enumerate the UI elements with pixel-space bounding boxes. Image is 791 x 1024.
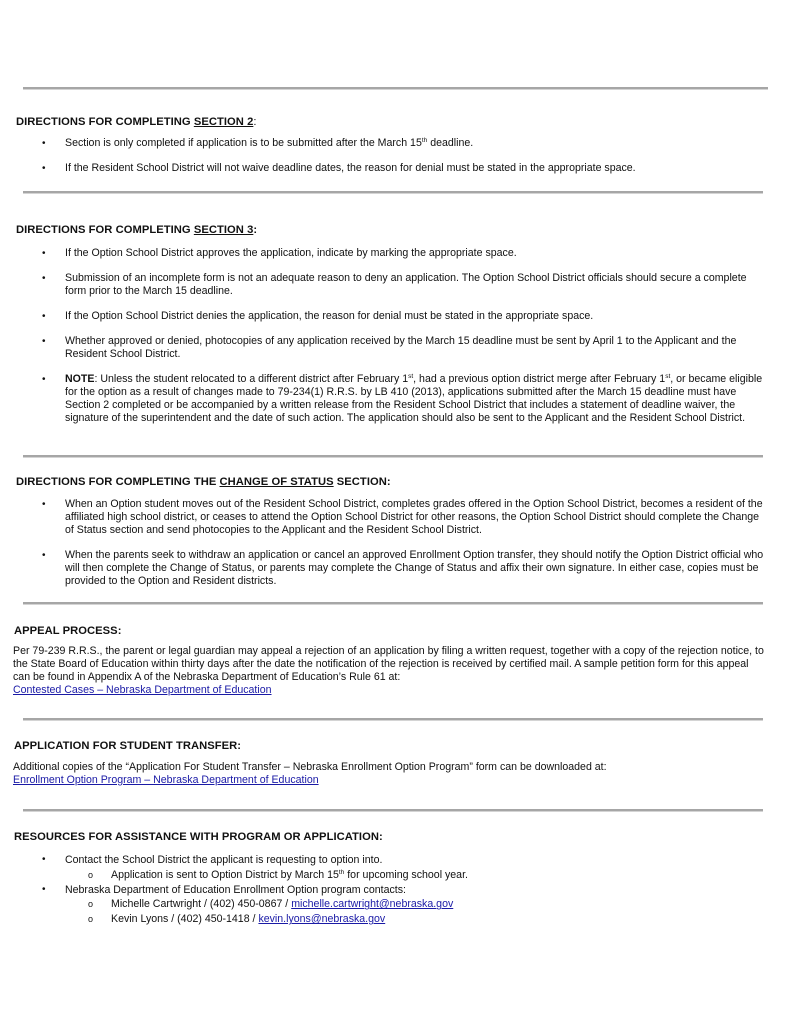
change-of-status-underlined: CHANGE OF STATUS: [219, 476, 334, 488]
list-item: • Whether approved or denied, photocopies of any application received by the March 15 deadline must be sent by April 1 to the Applicant and the Resident School District.: [42, 335, 737, 360]
resources-list: [0, 853, 791, 927]
note-label: NOTE: [65, 373, 95, 385]
change-of-status-bullets: [0, 498, 791, 588]
appeal-process-body: Per 79-239 R.R.S., the parent or legal guardian may appeal a rejection of an application by filing a written request, together with a copy of the rejection notice, to the State Board of Education within thirty days after the date the notification of the rejection is received by certified mail. A sample petition form for this appeal can be found in Appendix A of the Nebraska Department of Education’s Rule 61 at: Contested Cases – Nebraska Department of Education: [13, 645, 764, 696]
list-item: • Nebraska Department of Education Enrollment Option program contacts:: [42, 883, 406, 896]
list-item: • If the Option School District approves the application, indicate by marking the appropriate space.: [42, 247, 517, 259]
list-item: • Submission of an incomplete form is not an adequate reason to deny an application. The Option School District officials should secure a complete form prior to the March 15 deadline.: [42, 272, 747, 297]
horizontal-rule: [23, 809, 763, 812]
horizontal-rule: [23, 602, 763, 605]
list-item: • Contact the School District the applicant is requesting to option into.: [42, 854, 383, 866]
bullet-icon: •: [42, 499, 46, 510]
bullet-icon: •: [42, 273, 46, 284]
sub-bullet-icon: o: [88, 869, 94, 880]
bullet-icon: •: [42, 336, 46, 347]
list-item: • If the Resident School District will not waive deadline dates, the reason for denial must be stated in the appropriate space.: [42, 162, 636, 174]
section-3-bullets: [0, 247, 791, 425]
enrollment-option-program-link[interactable]: Enrollment Option Program – Nebraska Department of Education: [13, 774, 319, 786]
appeal-process-heading: APPEAL PROCESS:: [14, 625, 122, 637]
section-2-bullets: [0, 137, 791, 175]
list-item: • Section is only completed if application is to be submitted after the March 15th deadline.: [42, 137, 474, 149]
contact-item: o Kevin Lyons / (402) 450-1418 / kevin.lyons@nebraska.gov: [88, 913, 386, 926]
change-of-status-heading: DIRECTIONS FOR COMPLETING THE CHANGE OF STATUS SECTION:: [16, 476, 391, 488]
contact-item: o Michelle Cartwright / (402) 450-0867 / michelle.cartwright@nebraska.gov: [88, 898, 454, 911]
horizontal-rule: [23, 718, 763, 721]
bullet-icon: •: [42, 163, 46, 174]
sub-bullet-icon: o: [88, 899, 94, 910]
bullet-icon: •: [42, 374, 46, 385]
section-2-underlined: SECTION 2: [193, 116, 254, 128]
section-3-underlined: SECTION 3: [193, 224, 254, 236]
bullet-icon: •: [42, 550, 46, 561]
section-3-heading: DIRECTIONS FOR COMPLETING SECTION 3:: [16, 224, 258, 236]
sub-bullet-icon: o: [88, 914, 94, 925]
resources-heading: RESOURCES FOR ASSISTANCE WITH PROGRAM OR APPLICATION:: [14, 831, 383, 843]
list-item: • When the parents seek to withdraw an application or cancel an approved Enrollment Option transfer, they should notify the Option District official who will then complete the Change of Status, or parents may complete the Change of Status and affix their own signature. In either case, copies must be provided to the Option and Resident districts.: [42, 549, 764, 587]
student-transfer-body: Additional copies of the “Application For Student Transfer – Nebraska Enrollment Option Program” form can be downloaded at: Enrollment Option Program – Nebraska Department of Education: [13, 761, 607, 786]
bullet-icon: •: [42, 883, 46, 895]
email-link[interactable]: kevin.lyons@nebraska.gov: [258, 913, 386, 926]
sub-list-item: o Application is sent to Option District by March 15th for upcoming school year.: [88, 868, 468, 881]
bullet-icon: •: [42, 248, 46, 259]
horizontal-rule: [23, 87, 768, 90]
bullet-icon: •: [42, 138, 46, 149]
horizontal-rule: [23, 191, 763, 194]
bullet-icon: •: [42, 854, 46, 865]
note-item: • NOTE: Unless the student relocated to a different district after February 1st, had a previous option district merge after February 1st, or became eligible for the option as a result of changes made to 79-234(1) R.R.S. by LB 410 (2013), applications submitted after the March 15 deadline must have Section 2 completed or be accompanied by a written release from the Resident School District that includes a statement of deadline waiver, the signature of the superintendent and the date of such action. The application should also be sent to the Applicant and the Resident School District.: [42, 373, 763, 424]
bullet-icon: •: [42, 311, 46, 322]
section-2-heading: DIRECTIONS FOR COMPLETING SECTION 2:: [16, 116, 257, 128]
horizontal-rule: [23, 455, 763, 458]
list-item: • When an Option student moves out of the Resident School District, completes grades offered in the Option School District, becomes a resident of the affiliated high school district, or ceases to attend the Option School District for other reasons, the Option School District should complete the Change of Status section and send photocopies to the Applicant and the Resident School District.: [42, 498, 763, 536]
email-link[interactable]: michelle.cartwright@nebraska.gov: [291, 898, 454, 911]
student-transfer-heading: APPLICATION FOR STUDENT TRANSFER:: [14, 740, 242, 752]
contested-cases-link[interactable]: Contested Cases – Nebraska Department of Education: [13, 684, 272, 696]
list-item: • If the Option School District denies the application, the reason for denial must be stated in the appropriate space.: [42, 310, 594, 322]
